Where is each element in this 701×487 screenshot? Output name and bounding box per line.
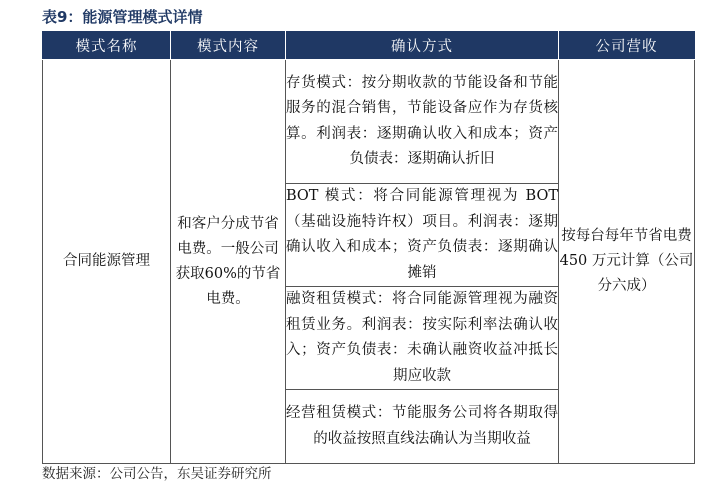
cell-method-operating-lease: 经营租赁模式：节能服务公司将各期取得的收益按照直线法确认为当期收益: [286, 390, 559, 464]
cell-company-revenue: 按每台每年节省电费 450 万元计算（公司分六成）: [559, 60, 695, 464]
table-title: 表9：能源管理模式详情: [42, 8, 203, 26]
cell-mode-name: 合同能源管理: [43, 60, 171, 464]
cell-method-bot: BOT 模式：将合同能源管理视为 BOT（基础设施特许权）项目。利润表：逐期确认收入和成本；资产负债表：逐期确认摊销: [286, 184, 559, 287]
table-row: [43, 60, 695, 184]
header-mode-name: 模式名称: [43, 32, 171, 60]
cell-method-finance-lease: 融资租赁模式：将合同能源管理视为融资租赁业务。利润表：按实际利率法确认收入；资产负债表：未确认融资收益冲抵长期应收款: [286, 287, 559, 390]
table-header-row: [43, 32, 695, 60]
cell-method-inventory: 存货模式：按分期收款的节能设备和节能服务的混合销售，节能设备应作为存货核算。利润表：逐期确认收入和成本；资产负债表：逐期确认折旧: [286, 60, 559, 184]
header-company-revenue: 公司营收: [559, 32, 695, 60]
header-recognition-method: 确认方式: [286, 32, 559, 60]
source-note: 数据来源：公司公告，东吴证券研究所: [42, 466, 272, 482]
header-mode-content: 模式内容: [171, 32, 286, 60]
cell-mode-content: 和客户分成节省电费。一般公司获取60%的节省电费。: [171, 60, 286, 464]
energy-management-table: [42, 31, 695, 464]
